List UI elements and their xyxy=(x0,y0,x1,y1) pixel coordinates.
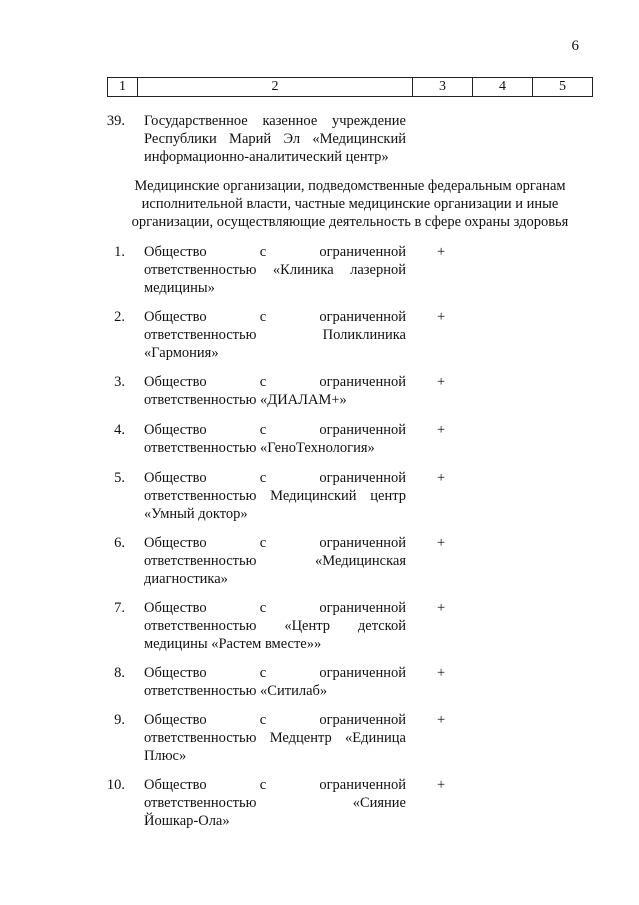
section-heading-line: Медицинские организации, подведомственные федеральным органам xyxy=(134,178,566,194)
organization-name xyxy=(144,112,406,166)
name-line: Плюс» xyxy=(144,748,187,764)
item-number: 4. xyxy=(114,422,125,438)
name-line: ответственностью «Медицинская xyxy=(144,553,406,569)
name-line: Общество с ограниченной xyxy=(144,665,406,681)
column-header-3: 3 xyxy=(412,78,472,96)
name-line: ответственностью Поликлиника xyxy=(144,327,406,343)
column-header-5: 5 xyxy=(532,78,593,96)
plus-mark: + xyxy=(437,712,446,728)
organization-name xyxy=(144,534,406,588)
item-number: 10. xyxy=(106,777,125,793)
organization-name xyxy=(144,243,406,297)
item-number: 39. xyxy=(106,113,125,129)
name-line: медицины» xyxy=(144,280,215,296)
plus-mark: + xyxy=(437,374,446,390)
name-line: Общество с ограниченной xyxy=(144,777,406,793)
plus-mark: + xyxy=(437,470,446,486)
organization-name xyxy=(144,711,406,765)
name-line: ответственностью «Ситилаб» xyxy=(144,683,328,699)
name-line: Общество с ограниченной xyxy=(144,374,406,390)
organization-name xyxy=(144,664,406,700)
item-number: 7. xyxy=(114,600,125,616)
name-line: Республики Марий Эл «Медицинский xyxy=(144,131,406,147)
name-line: Общество с ограниченной xyxy=(144,600,406,616)
column-header-2: 2 xyxy=(137,78,412,96)
name-line: ответственностью «ГеноТехнология» xyxy=(144,440,375,456)
name-line: ответственностью «Клиника лазерной xyxy=(144,262,406,278)
name-line: Общество с ограниченной xyxy=(144,712,406,728)
organization-name xyxy=(144,421,406,457)
name-line: «Умный доктор» xyxy=(144,506,248,522)
name-line: Общество с ограниченной xyxy=(144,309,406,325)
name-line: ответственностью «ДИАЛАМ+» xyxy=(144,392,347,408)
organization-name xyxy=(144,599,406,653)
plus-mark: + xyxy=(437,535,446,551)
plus-mark: + xyxy=(437,244,446,260)
item-number: 3. xyxy=(114,374,125,390)
column-header-4: 4 xyxy=(472,78,532,96)
item-number: 1. xyxy=(114,244,125,260)
plus-mark: + xyxy=(437,600,446,616)
column-header-row xyxy=(107,77,593,97)
item-number: 9. xyxy=(114,712,125,728)
plus-mark: + xyxy=(437,309,446,325)
name-line: Общество с ограниченной xyxy=(144,244,406,260)
name-line: Общество с ограниченной xyxy=(144,422,406,438)
organization-name xyxy=(144,776,406,830)
name-line: диагностика» xyxy=(144,571,228,587)
name-line: ответственностью Медицинский центр xyxy=(144,488,406,504)
column-header-1: 1 xyxy=(107,78,137,96)
item-number: 8. xyxy=(114,665,125,681)
name-line: Йошкар-Ола» xyxy=(144,813,230,829)
section-heading-line: организации, осуществляющие деятельность в сфере охраны здоровья xyxy=(131,214,569,230)
item-number: 2. xyxy=(114,309,125,325)
organization-name xyxy=(144,308,406,362)
plus-mark: + xyxy=(437,665,446,681)
name-line: Общество с ограниченной xyxy=(144,535,406,551)
name-line: «Гармония» xyxy=(144,345,219,361)
name-line: ответственностью Медцентр «Единица xyxy=(144,730,406,746)
name-line: Общество с ограниченной xyxy=(144,470,406,486)
plus-mark: + xyxy=(437,777,446,793)
name-line: информационно-аналитический центр» xyxy=(144,149,389,165)
item-number: 5. xyxy=(114,470,125,486)
section-heading-line: исполнительной власти, частные медицинские организации и иные xyxy=(141,196,559,212)
organization-name xyxy=(144,469,406,523)
plus-mark: + xyxy=(437,422,446,438)
page-number: 6 xyxy=(571,38,579,54)
name-line: ответственностью «Центр детской xyxy=(144,618,406,634)
name-line: медицины «Растем вместе»» xyxy=(144,636,322,652)
name-line: ответственностью «Сияние xyxy=(144,795,406,811)
name-line: Государственное казенное учреждение xyxy=(144,113,406,129)
item-number: 6. xyxy=(114,535,125,551)
organization-name xyxy=(144,373,406,409)
section-heading xyxy=(107,177,593,231)
